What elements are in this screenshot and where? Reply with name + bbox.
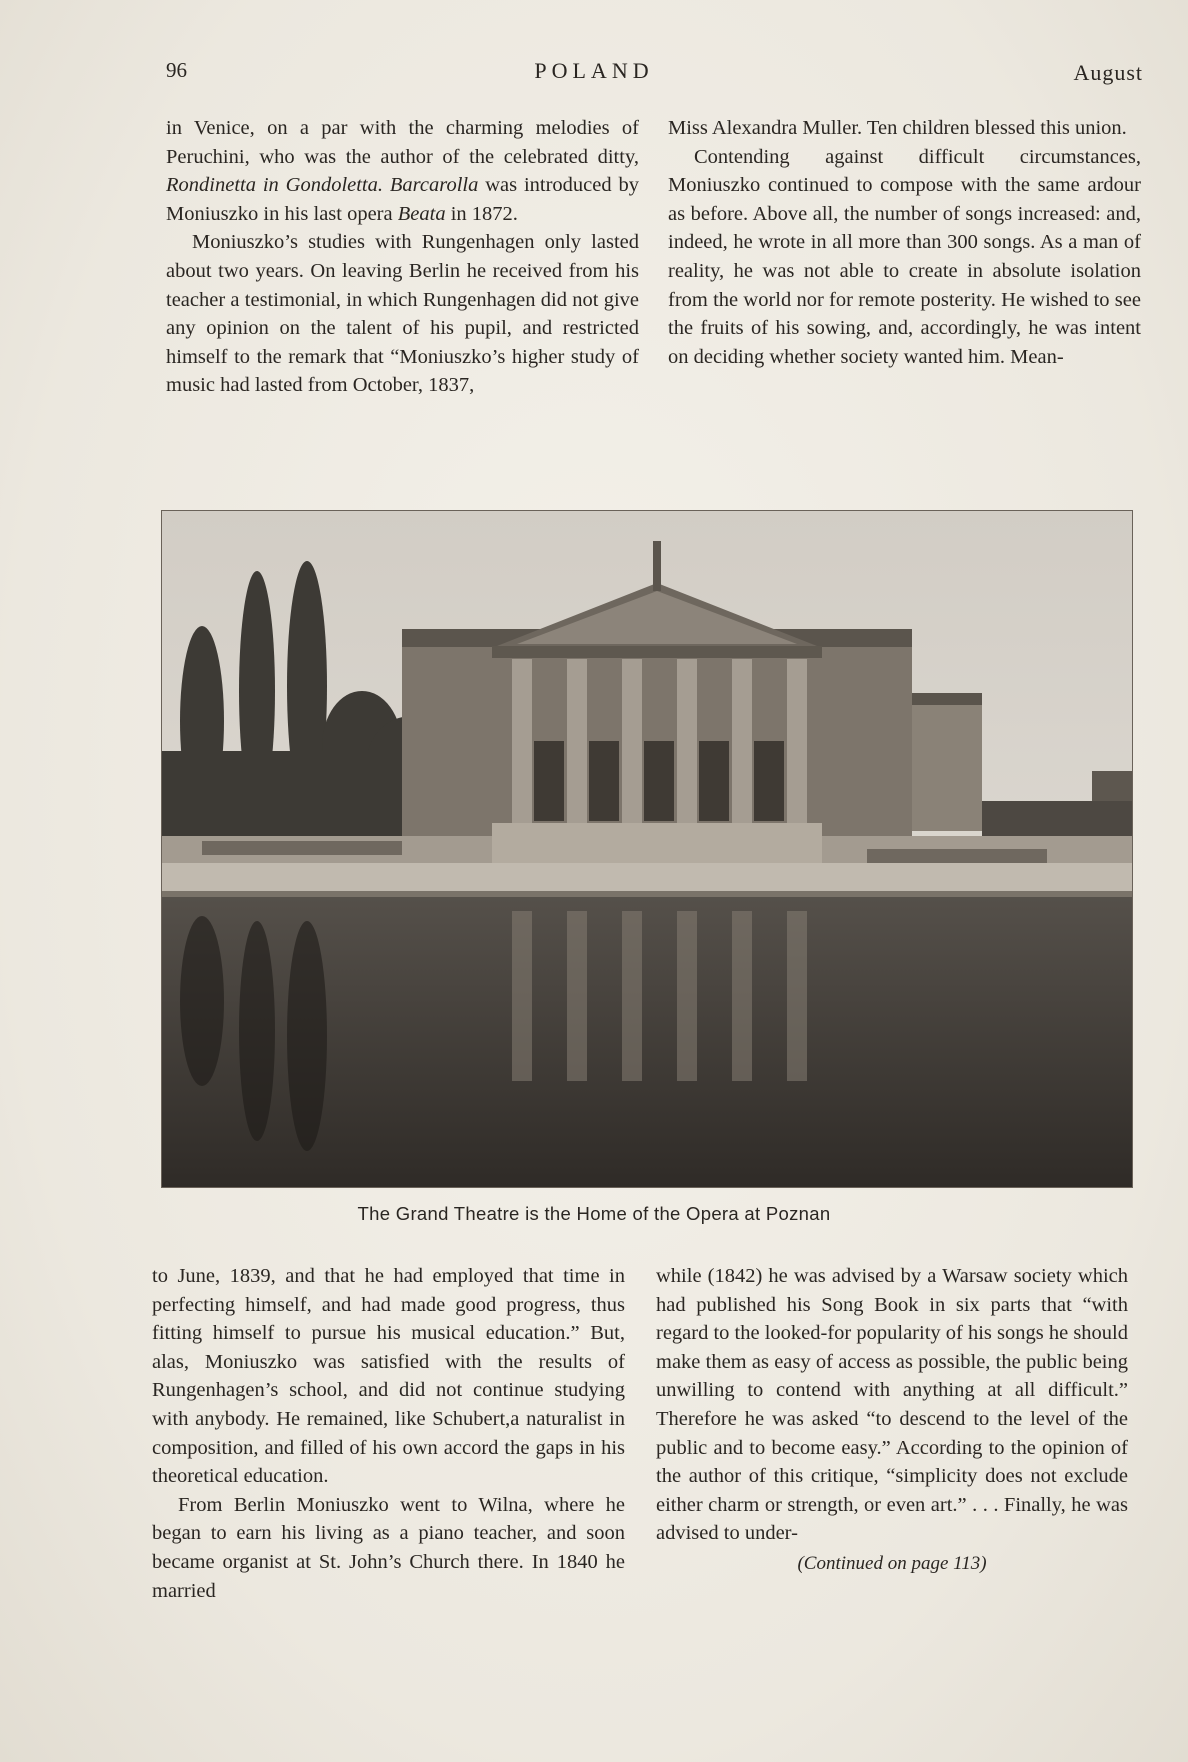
column-bottom-left <box>152 1262 625 1605</box>
continued-text: (Continued on page 113) <box>797 1552 987 1574</box>
text-run: in 1872. <box>445 202 518 225</box>
song-title: Barcarolla <box>389 174 479 197</box>
paragraph: Miss Alexandra Muller. Ten children blessed this union. <box>668 117 1127 139</box>
text-run <box>383 174 390 196</box>
paragraph: while (1842) he was advised by a Warsaw society which had published his Song Book in six parts that “with regard to the looked-for popularity of his songs he should make them as easy of access as possible, the public being unwilling to contend with anything at all difficult.” Therefore he was asked “to descend to the level of the public and to become easy.” According to the opinion of the author of this critique, “simplicity does not exclude either charm or strength, or even art.” . . . Finally, he was advised to under- <box>656 1265 1128 1545</box>
text-run: in Venice, on a par with the charming melodies of Peruchini, who was the author of the celebrated ditty, <box>166 117 639 168</box>
paragraph: Contending against difficult circumstances, Moniuszko continued to compose with the same ardour as before. Above all, the number of songs increased: and, indeed, he wrote in all more than 300 songs. As a man of reality, he was not able to create in absolute isolation from the world nor for remote posterity. He wished to see the fruits of his sowing, and, accordingly, he was intent on deciding whether society wanted him. Mean- <box>668 145 1141 368</box>
continued-note <box>656 1550 1128 1579</box>
theatre-photograph <box>161 510 1133 1188</box>
paragraph <box>166 114 639 228</box>
paragraph: Moniuszko’s studies with Rungenhagen only lasted about two years. On leaving Berlin he received from his teacher a testimonial, in which Rungenhagen did not give any opinion on the talent of his pupil, and restricted himself to the remark that “Moniuszko’s higher study of music had lasted from October, 1837, <box>166 231 639 397</box>
page-number: 96 <box>166 58 187 82</box>
opera-title: Beata <box>397 202 446 225</box>
photo-caption: The Grand Theatre is the Home of the Opera at Poznan <box>357 1203 831 1224</box>
text-run: was introduced by Moniuszko in his last opera <box>166 174 639 225</box>
song-title: Rondinetta in Gondoletta. <box>166 174 384 197</box>
column-bottom-right <box>656 1262 1128 1579</box>
page-header <box>0 58 1188 92</box>
journal-title: POLAND <box>534 58 654 83</box>
column-top-right <box>668 114 1141 371</box>
column-top-left <box>166 114 639 400</box>
paragraph: From Berlin Moniuszko went to Wilna, where he began to earn his living as a piano teacher, and soon became organist at St. John’s Church there. In 1840 he married <box>152 1493 625 1602</box>
paragraph: to June, 1839, and that he had employed that time in perfecting himself, and had made good progress, thus fitting himself to pursue his musical education.” But, alas, Moniuszko was satisfied with the results of Rungenhagen’s school, and did not continue studying with anybody. He remained, like Schubert,a naturalist in composition, and filled of his own accord the gaps in his theoretical education. <box>152 1265 625 1488</box>
photo-illustration <box>162 511 1132 1187</box>
issue-month: August <box>1073 60 1143 85</box>
